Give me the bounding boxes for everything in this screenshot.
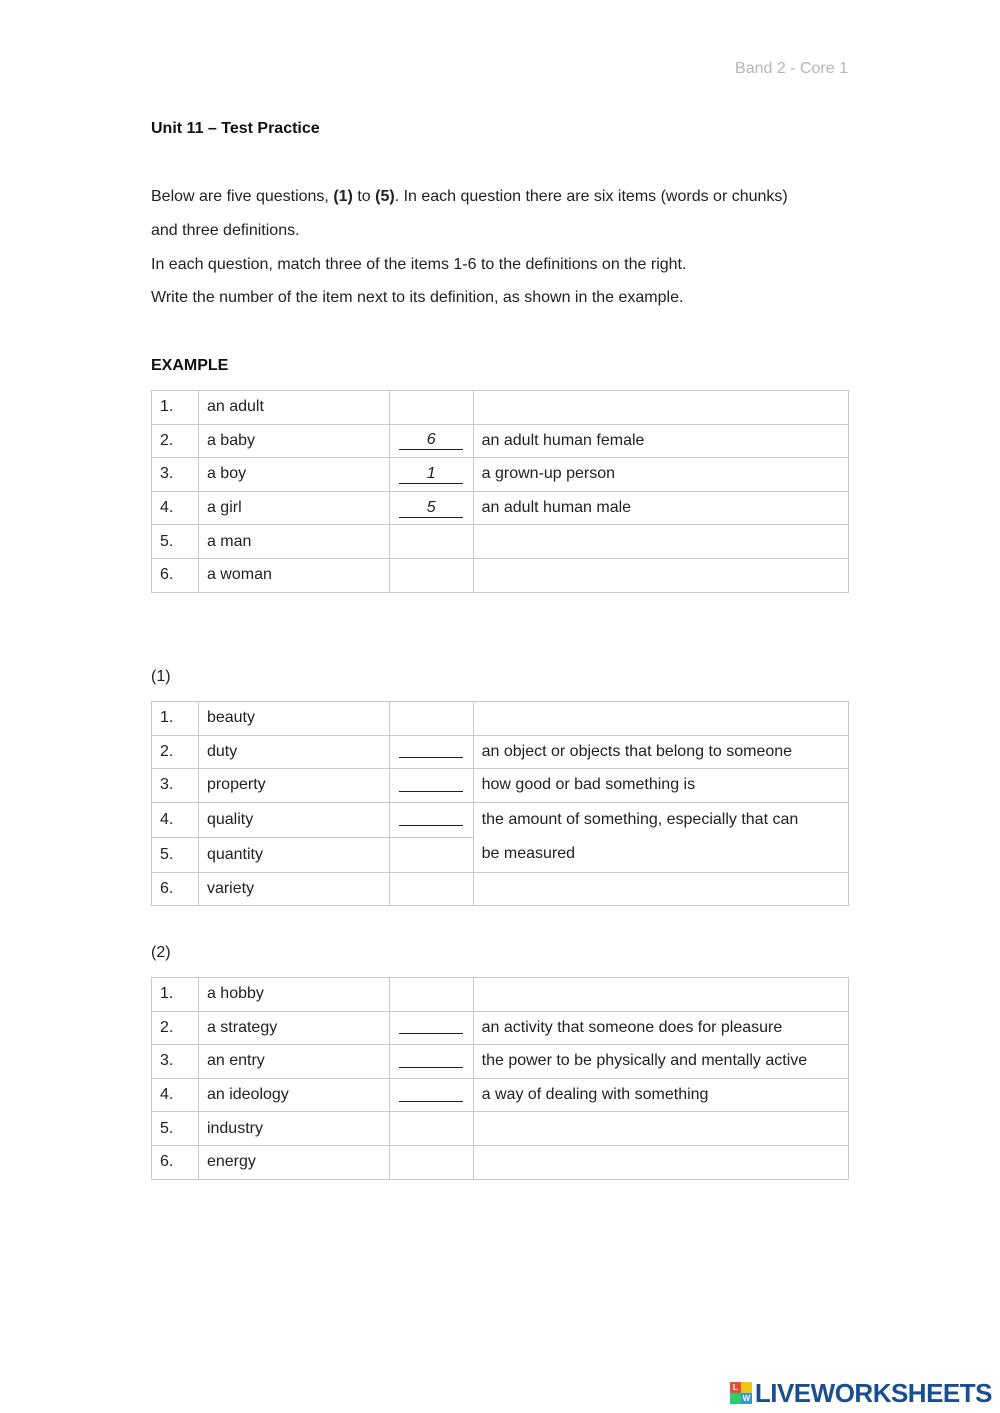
table-row xyxy=(152,769,849,803)
item-text: variety xyxy=(198,872,389,906)
answer-blank[interactable] xyxy=(389,1011,473,1045)
item-text: a boy xyxy=(198,458,389,492)
question-1-label: (1) xyxy=(151,668,171,685)
definition-text: how good or bad something is xyxy=(473,769,848,803)
answer-cell xyxy=(389,702,473,736)
answer-blank[interactable] xyxy=(389,735,473,769)
item-text: a baby xyxy=(198,424,389,458)
table-row xyxy=(152,558,849,592)
instructions-line-2: and three definitions. xyxy=(151,222,300,239)
item-number: 5. xyxy=(152,1112,199,1146)
definition-cell xyxy=(473,391,848,425)
table-row xyxy=(152,702,849,736)
item-number: 4. xyxy=(152,491,199,525)
answer-blank[interactable] xyxy=(389,1078,473,1112)
item-number: 1. xyxy=(152,702,199,736)
item-text: a strategy xyxy=(198,1011,389,1045)
table-row xyxy=(152,1078,849,1112)
definition-text xyxy=(473,802,848,872)
instructions-line-1: Below are five questions, (1) to (5). In each question there are six items (words or chunks) xyxy=(151,188,788,205)
definition-cell xyxy=(473,978,848,1012)
item-text: quantity xyxy=(198,837,389,872)
item-number: 2. xyxy=(152,735,199,769)
answer-cell xyxy=(389,978,473,1012)
item-text: beauty xyxy=(198,702,389,736)
answer-cell xyxy=(389,491,473,525)
definition-text: a way of dealing with something xyxy=(473,1078,848,1112)
question-2-label: (2) xyxy=(151,944,171,961)
definition-cell xyxy=(473,525,848,559)
answer-cell xyxy=(389,1145,473,1179)
definition-text: the power to be physically and mentally active xyxy=(473,1045,848,1079)
item-number: 2. xyxy=(152,424,199,458)
table-row xyxy=(152,1112,849,1146)
answer-blank[interactable] xyxy=(389,769,473,803)
item-text: a man xyxy=(198,525,389,559)
answer-cell xyxy=(389,424,473,458)
answer-cell xyxy=(389,458,473,492)
table-row xyxy=(152,458,849,492)
item-number: 1. xyxy=(152,391,199,425)
table-row xyxy=(152,491,849,525)
answer-value: 6 xyxy=(399,432,463,450)
liveworksheets-logo xyxy=(730,1377,992,1408)
table-row xyxy=(152,525,849,559)
item-text: a woman xyxy=(198,558,389,592)
item-number: 6. xyxy=(152,558,199,592)
answer-value: 5 xyxy=(399,500,463,518)
definition-line: be measured xyxy=(481,845,576,863)
item-number: 3. xyxy=(152,458,199,492)
item-text: a hobby xyxy=(198,978,389,1012)
question-2-table xyxy=(151,977,849,1180)
table-row xyxy=(152,1045,849,1079)
item-number: 3. xyxy=(152,769,199,803)
item-number: 6. xyxy=(152,872,199,906)
item-text: quality xyxy=(198,802,389,837)
answer-cell xyxy=(389,525,473,559)
item-text: an ideology xyxy=(198,1078,389,1112)
item-number: 4. xyxy=(152,1078,199,1112)
definition-cell xyxy=(473,1145,848,1179)
definition-text: an adult human female xyxy=(473,424,848,458)
item-number: 6. xyxy=(152,1145,199,1179)
answer-cell xyxy=(389,558,473,592)
answer-cell xyxy=(389,1112,473,1146)
header-band-label: Band 2 - Core 1 xyxy=(735,60,848,77)
definition-cell xyxy=(473,872,848,906)
logo-text: LIVEWORKSHEETS xyxy=(754,1377,992,1408)
item-text: a girl xyxy=(198,491,389,525)
item-text: property xyxy=(198,769,389,803)
definition-cell xyxy=(473,1112,848,1146)
answer-blank[interactable] xyxy=(389,1045,473,1079)
item-number: 5. xyxy=(152,837,199,872)
table-row xyxy=(152,424,849,458)
liveworksheets-logo-icon xyxy=(730,1382,752,1404)
example-label: EXAMPLE xyxy=(151,357,229,374)
answer-cell xyxy=(389,837,473,872)
table-row xyxy=(152,1145,849,1179)
definition-cell xyxy=(473,558,848,592)
item-number: 3. xyxy=(152,1045,199,1079)
definition-text: a grown-up person xyxy=(473,458,848,492)
answer-blank[interactable] xyxy=(389,802,473,837)
definition-text: an adult human male xyxy=(473,491,848,525)
answer-cell xyxy=(389,391,473,425)
definition-cell xyxy=(473,702,848,736)
table-row xyxy=(152,735,849,769)
item-text: duty xyxy=(198,735,389,769)
item-number: 4. xyxy=(152,802,199,837)
logo-letter: W xyxy=(742,1394,751,1403)
definition-line: the amount of something, especially that can xyxy=(481,810,799,828)
definition-text: an activity that someone does for pleasure xyxy=(473,1011,848,1045)
item-text: energy xyxy=(198,1145,389,1179)
item-number: 1. xyxy=(152,978,199,1012)
definition-text: an object or objects that belong to someone xyxy=(473,735,848,769)
item-number: 5. xyxy=(152,525,199,559)
answer-value: 1 xyxy=(399,466,463,484)
instructions-line-4: Write the number of the item next to its definition, as shown in the example. xyxy=(151,289,684,306)
table-row xyxy=(152,872,849,906)
page-title: Unit 11 – Test Practice xyxy=(151,120,320,137)
table-row xyxy=(152,802,849,837)
answer-cell xyxy=(389,872,473,906)
item-number: 2. xyxy=(152,1011,199,1045)
item-text: industry xyxy=(198,1112,389,1146)
table-row xyxy=(152,391,849,425)
table-row xyxy=(152,1011,849,1045)
instructions-line-3: In each question, match three of the items 1-6 to the definitions on the right. xyxy=(151,256,687,273)
item-text: an entry xyxy=(198,1045,389,1079)
table-row xyxy=(152,978,849,1012)
question-1-table xyxy=(151,701,849,906)
example-table xyxy=(151,390,849,593)
item-text: an adult xyxy=(198,391,389,425)
logo-letter: L xyxy=(730,1382,741,1393)
